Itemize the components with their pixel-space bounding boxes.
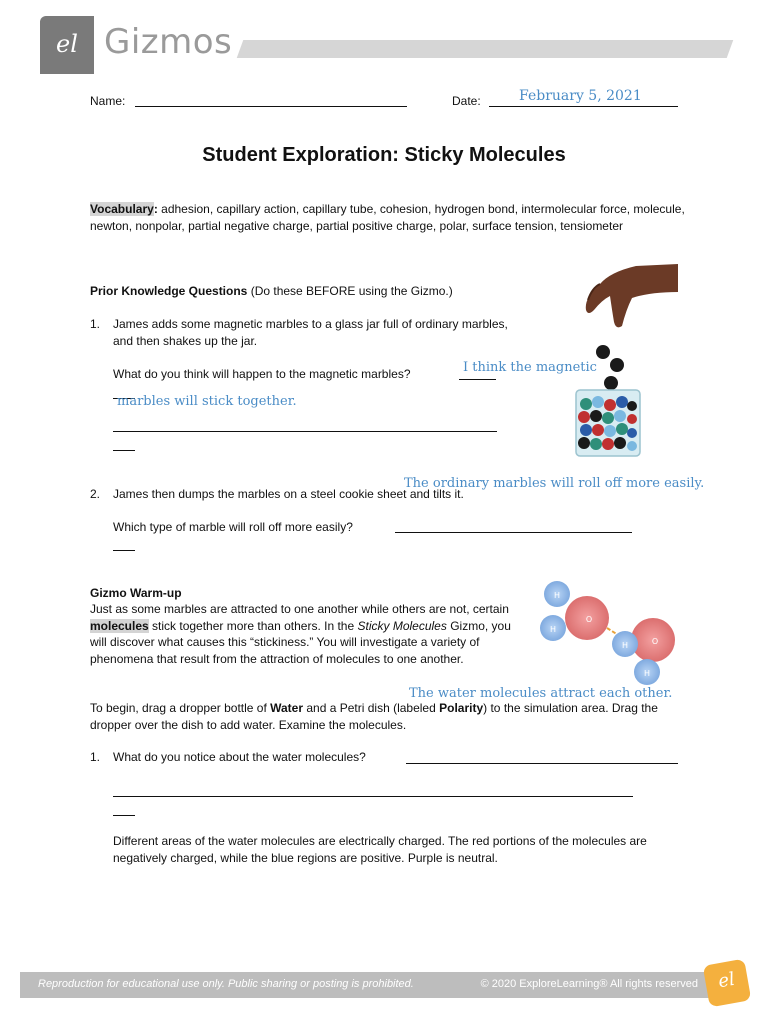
instr-text-e: ) to the simulation area. Drag the dropper over the dish to add water. Examine the molecules. [90, 701, 658, 732]
warmup-q1-answer-line[interactable] [406, 763, 678, 764]
explorelearning-logo [40, 16, 94, 74]
header-bar [237, 40, 734, 58]
footer-copyright: © 2020 ExploreLearning® All rights reserved [480, 978, 698, 990]
date-value: February 5, 2021 [519, 88, 642, 104]
q1-prompt: What do you think will happen to the magnetic marbles? [113, 367, 411, 381]
polarity-term: Polarity [439, 701, 484, 715]
prior-knowledge-heading [90, 283, 453, 300]
date-field[interactable] [489, 106, 678, 107]
vocabulary-colon: : [153, 202, 158, 216]
brand-name: Gizmos [104, 22, 233, 62]
q2-number: 2. [90, 487, 101, 501]
vocabulary-paragraph [90, 201, 688, 234]
atom-label: H [549, 625, 557, 634]
q1-answer-part2: marbles will stick together. [117, 394, 297, 409]
molecules-term: molecules [90, 618, 149, 633]
date-label: Date: [452, 94, 481, 108]
q1-number: 1. [90, 317, 101, 331]
water-term: Water [270, 701, 304, 715]
q1-text: James adds some magnetic marbles to a glass jar full of ordinary marbles, and then shakes up the jar. [113, 317, 508, 348]
glass-jar [576, 390, 640, 456]
q2-text: James then dumps the marbles on a steel cookie sheet and tilts it. [113, 487, 464, 501]
warmup-q1-answer-line-3[interactable] [113, 815, 135, 816]
prior-heading-text: Prior Knowledge Questions [90, 284, 248, 298]
footer-bar [20, 972, 740, 998]
warmup-q1-answer-line-2[interactable] [113, 796, 633, 797]
warmup-text-c: stick together more than others. In the [148, 618, 358, 633]
water-molecules-illustration [535, 580, 685, 690]
marbles-jar-illustration [570, 258, 682, 463]
q2-prompt: Which type of marble will roll off more easily? [113, 520, 353, 534]
atom-label: O [651, 637, 659, 646]
q2-answer-line[interactable] [395, 532, 632, 533]
explorelearning-footer-logo [703, 959, 752, 1008]
vocabulary-label: Vocabulary [90, 202, 154, 216]
falling-marble [610, 358, 624, 372]
footer-logo-text: el [716, 968, 737, 993]
atom-label: H [553, 591, 561, 600]
falling-marble [604, 376, 618, 390]
name-label: Name: [90, 94, 126, 108]
name-field[interactable] [135, 106, 407, 107]
charge-explanation: Different areas of the water molecules are electrically charged. The red portions of the molecules are negatively charged, while the blue regions are positive. Purple is neutral. [113, 834, 647, 865]
prior-heading-note: (Do these BEFORE using the Gizmo.) [247, 284, 453, 298]
warmup-q1-prompt: What do you notice about the water molecules? [113, 750, 366, 764]
water-molecule-1 [540, 581, 609, 641]
atom-label: O [585, 615, 593, 624]
warmup-text-a: Just as some marbles are attracted to one another while others are not, certain [90, 602, 509, 616]
atom-label: H [621, 641, 629, 650]
instructions-paragraph [90, 700, 670, 733]
hand-icon [586, 264, 678, 327]
warmup-text-e: Gizmo, you will discover what causes this “stickiness.” You will investigate a variety of phenomena that result from the attraction of molecules to one another. [90, 618, 511, 666]
falling-marble [596, 345, 610, 359]
page-title: Student Exploration: Sticky Molecules [202, 144, 566, 166]
warmup-heading: Gizmo Warm-up [90, 586, 182, 600]
footer-disclaimer: Reproduction for educational use only. Public sharing or posting is prohibited. [38, 978, 414, 990]
instr-text-c: and a Petri dish (labeled [303, 701, 440, 715]
atom-label: H [643, 669, 651, 678]
gizmo-name: Sticky Molecules [357, 618, 447, 633]
instr-text-a: To begin, drag a dropper bottle of [90, 701, 271, 715]
q1-answer-part1: I think the magnetic [463, 360, 597, 375]
q1-answer-line[interactable] [459, 379, 496, 380]
vocabulary-terms: adhesion, capillary action, capillary tube, cohesion, hydrogen bond, intermolecular force, molecule, newton, nonpolar, partial negative charge, partial positive charge, polar, surface tension, tensiometer [90, 202, 685, 233]
warmup-answer: The water molecules attract each other. [409, 686, 673, 701]
warmup-q1-number: 1. [90, 750, 101, 764]
q1-answer-line-3[interactable] [113, 431, 497, 432]
q2-answer-line-2[interactable] [113, 550, 135, 551]
q1-answer-line-4[interactable] [113, 450, 135, 451]
logo-text: el [56, 30, 78, 58]
water-molecule-2 [612, 618, 675, 685]
q2-answer: The ordinary marbles will roll off more easily. [404, 476, 705, 491]
warmup-paragraph [90, 601, 520, 667]
